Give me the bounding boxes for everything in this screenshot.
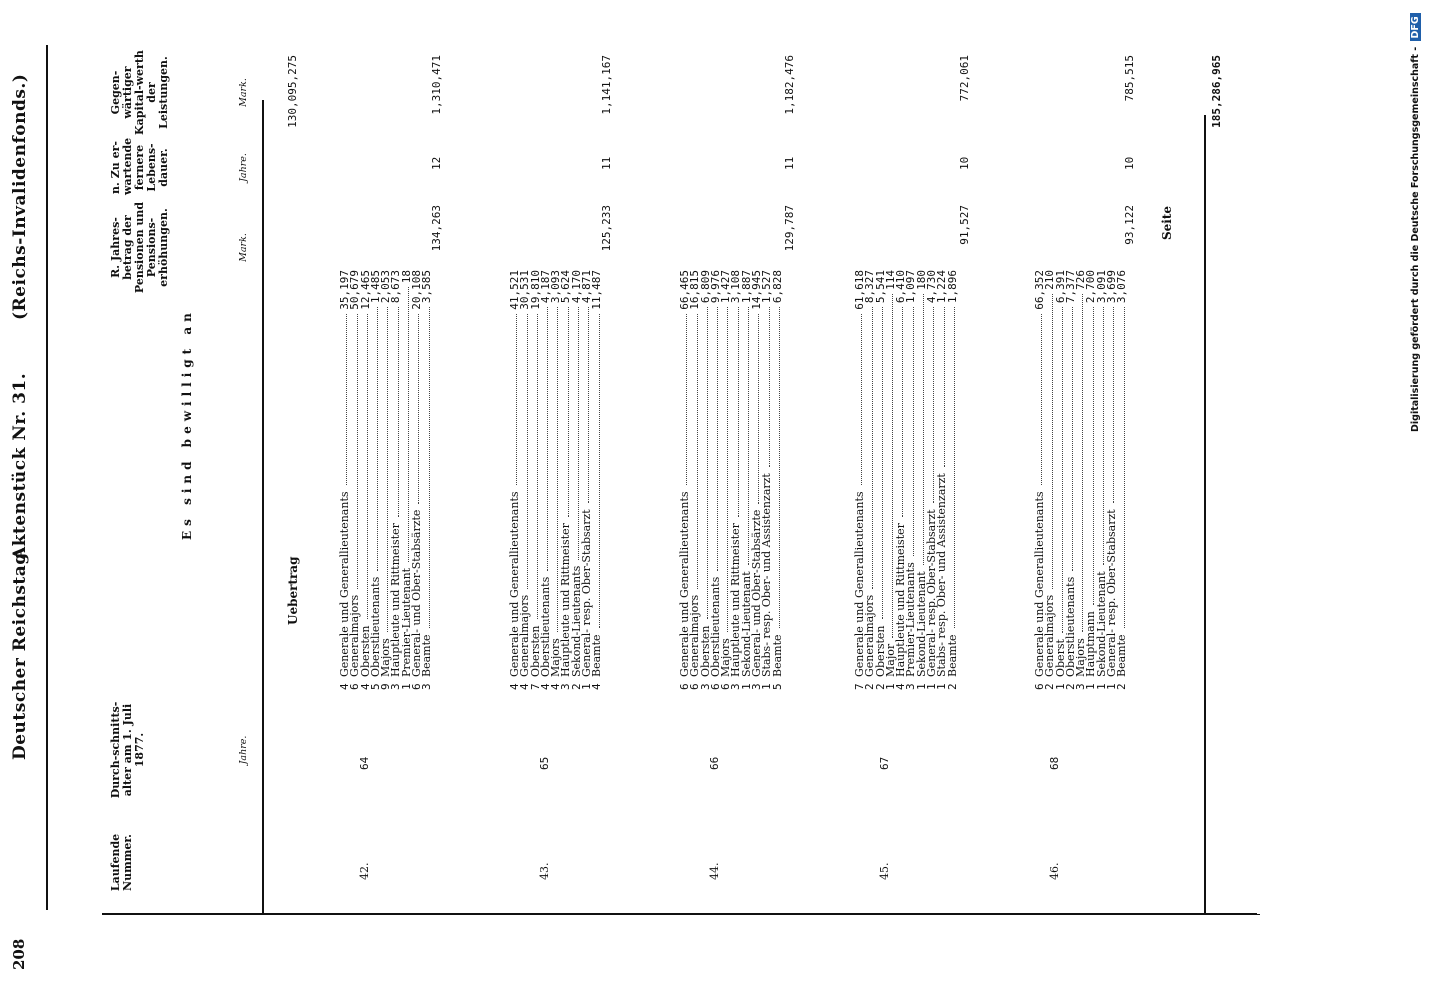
row-capital: 1,182,476 — [783, 55, 796, 115]
row-annual: 93,122 — [1123, 205, 1136, 245]
rank-line: 3 Beamte 3,585 — [420, 270, 434, 690]
rank-line: 1 Stabs- resp. Ober- und Assistenzarzt 1,527 — [760, 270, 774, 690]
page-number: 208 — [10, 938, 28, 970]
rank-line: 4 Generale und Generallieutenants 41,521 — [508, 270, 521, 690]
header-laufende-nummer: Laufende Nummer. — [109, 833, 134, 892]
rank-line: 2 Generalmajors 210 — [1043, 270, 1057, 690]
row-number: 45. — [878, 862, 891, 880]
rank-line: 1 Oberst 6,391 — [1053, 270, 1067, 690]
credit-text: Digitalisierung gefördert durch die Deutsche Forschungsgemeinschaft - — [1410, 46, 1421, 432]
uebertrag-label: Uebertrag — [286, 556, 300, 625]
row-number: 43. — [538, 862, 551, 880]
rank-line: 1 Hauptmann 2,700 — [1084, 270, 1098, 690]
row-number: 46. — [1048, 862, 1061, 880]
rank-line: 2 Beamte 3,076 — [1115, 270, 1129, 690]
row-annual: 129,787 — [783, 205, 796, 252]
rank-line: 2 Oberstlieutenants 7,377 — [1063, 270, 1077, 690]
rank-line: 3 General- und Ober-Stabsärzte 14,945 — [750, 270, 764, 690]
dfg-logo: DFG — [1410, 13, 1421, 41]
row-age: 65 — [538, 756, 551, 770]
rank-line: 5 Oberstlieutenants 1,485 — [368, 270, 382, 690]
rank-line: 7 Obersten 19,810 — [528, 270, 542, 690]
unit-jahresbetrag-mark: Mark. — [238, 233, 249, 262]
rank-line: 1 Stabs- resp. Ober- und Assistenzarzt 1,224 — [935, 270, 949, 690]
header-lebensdauer: n. Zu er-wartende fernere Lebens-dauer. — [109, 137, 170, 195]
header-kapitalwerth: Gegen-wärtiger Kapital-werth der Leistungen. — [109, 50, 170, 135]
digitization-credit — [1410, 13, 1421, 432]
rank-line: 6 Majors 1,427 — [719, 270, 733, 690]
row-annual: 134,263 — [430, 205, 443, 252]
row-years: 10 — [1123, 156, 1136, 170]
unit-lebensdauer-jahre: Jahre. — [238, 153, 249, 182]
row-annual: 91,527 — [958, 205, 971, 245]
row-rank-lines — [510, 270, 603, 690]
rank-line: 6 Generale und Generallieutenants 66,352 — [1033, 270, 1046, 690]
rank-line: 1 General- resp. Ober-Stabsarzt 4,871 — [580, 270, 594, 690]
rank-line: 1 Sekond-Lieutenant 3,091 — [1094, 270, 1108, 690]
rank-line: 2 Obersten 5,541 — [873, 270, 887, 690]
row-rank-lines — [680, 270, 783, 690]
unit-kapitalwerth-mark: Mark. — [238, 78, 249, 107]
row-years: 12 — [430, 156, 443, 170]
row-capital: 1,310,471 — [430, 55, 443, 115]
running-head-left: Deutscher Reichstag. — [10, 545, 30, 760]
rank-line: 6 Oberstlieutenants 9,976 — [708, 270, 722, 690]
header-bottom-rule — [262, 100, 264, 915]
rank-line: 2 Generalmajors 8,327 — [863, 270, 877, 690]
row-age: 67 — [878, 756, 891, 770]
row-years: 11 — [600, 156, 613, 170]
rank-line: 1 General- resp. Ober-Stabsarzt 4,730 — [925, 270, 939, 690]
row-years: 11 — [783, 156, 796, 170]
rank-line: 4 Generale und Generallieutenants 35,197 — [338, 270, 351, 690]
rank-line: 3 Hauptleute und Rittmeister 3,108 — [729, 270, 743, 690]
rank-line: 1 General- resp. Ober-Stabsarzt 3,699 — [1105, 270, 1119, 690]
row-number: 42. — [358, 862, 371, 880]
rank-line: 5 Beamte 6,828 — [770, 270, 784, 690]
running-head-right: (Reichs-Invalidenfonds.) — [10, 73, 30, 320]
rank-line: 6 Generalmajors 50,679 — [348, 270, 362, 690]
rank-line: 2 Beamte 1,896 — [945, 270, 959, 690]
row-capital: 1,141,167 — [600, 55, 613, 115]
rank-line: 2 Sekond-Lieutenants 4,170 — [569, 270, 583, 690]
rank-line: 1 Sekond-Lieutenant 180 — [914, 270, 928, 690]
rank-line: 7 Generale und Generallieutenants 61,618 — [853, 270, 866, 690]
rank-line: 1 Premier-Lieutenant 18 — [399, 270, 413, 690]
rank-line: 1 Sekond-Lieutenant 1,887 — [739, 270, 753, 690]
unit-age-years: Jahre. — [238, 735, 249, 765]
header-jahresbetrag: R. Jahres-betrag der Pensionen und Pensions-erhöhungen. — [109, 201, 170, 294]
rank-line: 4 Obersten 12,465 — [358, 270, 372, 690]
rank-line: 6 General- und Ober-Stabsärzte 20,108 — [410, 270, 424, 690]
row-rank-lines — [340, 270, 433, 690]
header-durchschnittsalter: Durch-schnitts-alter am 1. Juli 1877. — [109, 701, 146, 799]
seite-total: 185,286,965 — [1210, 55, 1223, 128]
rank-line: 4 Hauptleute und Rittmeister 6,410 — [894, 270, 908, 690]
running-head-doc: Aktenstück Nr. 31. — [10, 372, 30, 560]
rank-line: 4 Majors 3,093 — [549, 270, 563, 690]
col-divider-3 — [262, 914, 263, 915]
row-years: 10 — [958, 156, 971, 170]
rank-line: 3 Hauptleute und Rittmeister 8,673 — [389, 270, 403, 690]
row-age: 68 — [1048, 756, 1061, 770]
rank-line: 4 Beamte 11,487 — [590, 270, 604, 690]
row-number: 44. — [708, 862, 721, 880]
row-age: 64 — [358, 756, 371, 770]
row-annual: 125,233 — [600, 205, 613, 252]
rank-line: 6 Generale und Generallieutenants 66,465 — [678, 270, 691, 690]
rank-line: 4 Generalmajors 30,531 — [518, 270, 532, 690]
rank-line: 9 Majors 2,053 — [379, 270, 393, 690]
row-age: 66 — [708, 756, 721, 770]
col-divider-2 — [210, 914, 1260, 915]
uebertrag-value: 130,095,275 — [286, 55, 299, 128]
total-rule — [1204, 115, 1206, 915]
rank-line: 1 Major 114 — [883, 270, 897, 690]
rank-line: 4 Oberstlieutenants 4,187 — [538, 270, 552, 690]
top-rule — [46, 45, 48, 910]
row-capital: 772,061 — [958, 55, 971, 102]
rank-line: 3 Obersten 6,809 — [698, 270, 712, 690]
seite-label: Seite — [1160, 205, 1174, 240]
header-bewilligt: Es sind bewilligt an — [180, 308, 194, 540]
rank-line: 3 Premier-Lieutenants 1,097 — [904, 270, 918, 690]
rank-line: 3 Hauptleute und Rittmeister 5,624 — [559, 270, 573, 690]
row-rank-lines — [1035, 270, 1128, 690]
row-rank-lines — [855, 270, 958, 690]
rank-line: 3 Majors 726 — [1074, 270, 1088, 690]
row-capital: 785,515 — [1123, 55, 1136, 102]
rank-line: 6 Generalmajors 16,815 — [688, 270, 702, 690]
